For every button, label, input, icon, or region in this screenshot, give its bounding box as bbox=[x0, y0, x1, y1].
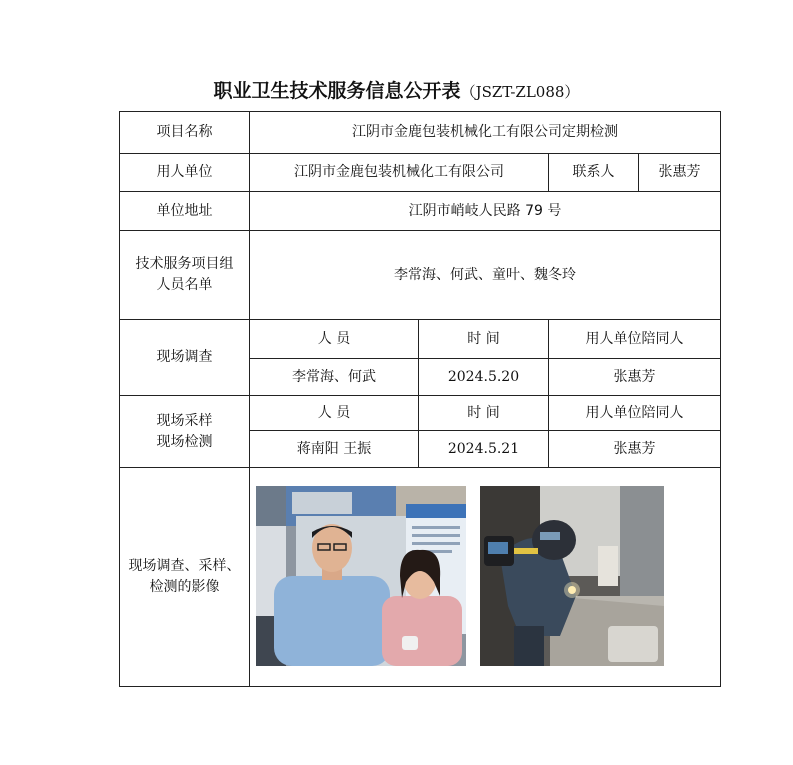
images-label-line1: 现场调查、采样、 bbox=[128, 558, 241, 574]
survey-companion: 张惠芳 bbox=[549, 359, 721, 396]
survey-col-time: 时 间 bbox=[419, 320, 549, 359]
address-value: 江阴市峭岐人民路 79 号 bbox=[250, 192, 721, 231]
survey-label: 现场调查 bbox=[120, 320, 250, 396]
row-team bbox=[120, 231, 721, 320]
survey-col-companion: 用人单位陪同人 bbox=[549, 320, 721, 359]
title-code: （JSZT-ZL088） bbox=[460, 83, 580, 101]
team-label bbox=[120, 231, 250, 320]
team-label-line1: 技术服务项目组 bbox=[135, 256, 234, 272]
sampling-companion: 张惠芳 bbox=[549, 431, 721, 468]
site-photo-survey bbox=[256, 486, 466, 666]
title-main: 职业卫生技术服务信息公开表 bbox=[213, 80, 461, 102]
survey-date: 2024.5.20 bbox=[419, 359, 549, 396]
site-photo-detection bbox=[480, 486, 664, 666]
row-sampling-header bbox=[120, 396, 721, 431]
address-label: 单位地址 bbox=[120, 192, 250, 231]
sampling-personnel: 蒋南阳 王振 bbox=[250, 431, 419, 468]
sampling-label bbox=[120, 396, 250, 468]
images-label bbox=[120, 468, 250, 687]
sampling-col-companion: 用人单位陪同人 bbox=[549, 396, 721, 431]
employer-value: 江阴市金鹿包装机械化工有限公司 bbox=[250, 154, 549, 192]
sampling-col-time: 时 间 bbox=[419, 396, 549, 431]
contact-value: 张惠芳 bbox=[639, 154, 721, 192]
row-employer bbox=[120, 154, 721, 192]
team-value: 李常海、何武、童叶、魏冬玲 bbox=[250, 231, 721, 320]
site-photo-survey-image bbox=[256, 486, 466, 666]
project-value: 江阴市金鹿包装机械化工有限公司定期检测 bbox=[250, 112, 721, 154]
sampling-col-personnel: 人 员 bbox=[250, 396, 419, 431]
images-label-line2: 检测的影像 bbox=[149, 579, 220, 595]
page-title bbox=[0, 76, 793, 103]
project-label: 项目名称 bbox=[120, 112, 250, 154]
employer-label: 用人单位 bbox=[120, 154, 250, 192]
sampling-label-line1: 现场采样 bbox=[156, 412, 213, 429]
row-address bbox=[120, 192, 721, 231]
survey-col-personnel: 人 员 bbox=[250, 320, 419, 359]
row-survey-header bbox=[120, 320, 721, 359]
site-photo-detection-image bbox=[480, 486, 664, 666]
survey-personnel: 李常海、何武 bbox=[250, 359, 419, 396]
sampling-label-line2: 现场检测 bbox=[156, 433, 213, 450]
contact-label: 联系人 bbox=[549, 154, 639, 192]
row-project bbox=[120, 112, 721, 154]
sampling-date: 2024.5.21 bbox=[419, 431, 549, 468]
team-label-line2: 人员名单 bbox=[156, 277, 213, 293]
